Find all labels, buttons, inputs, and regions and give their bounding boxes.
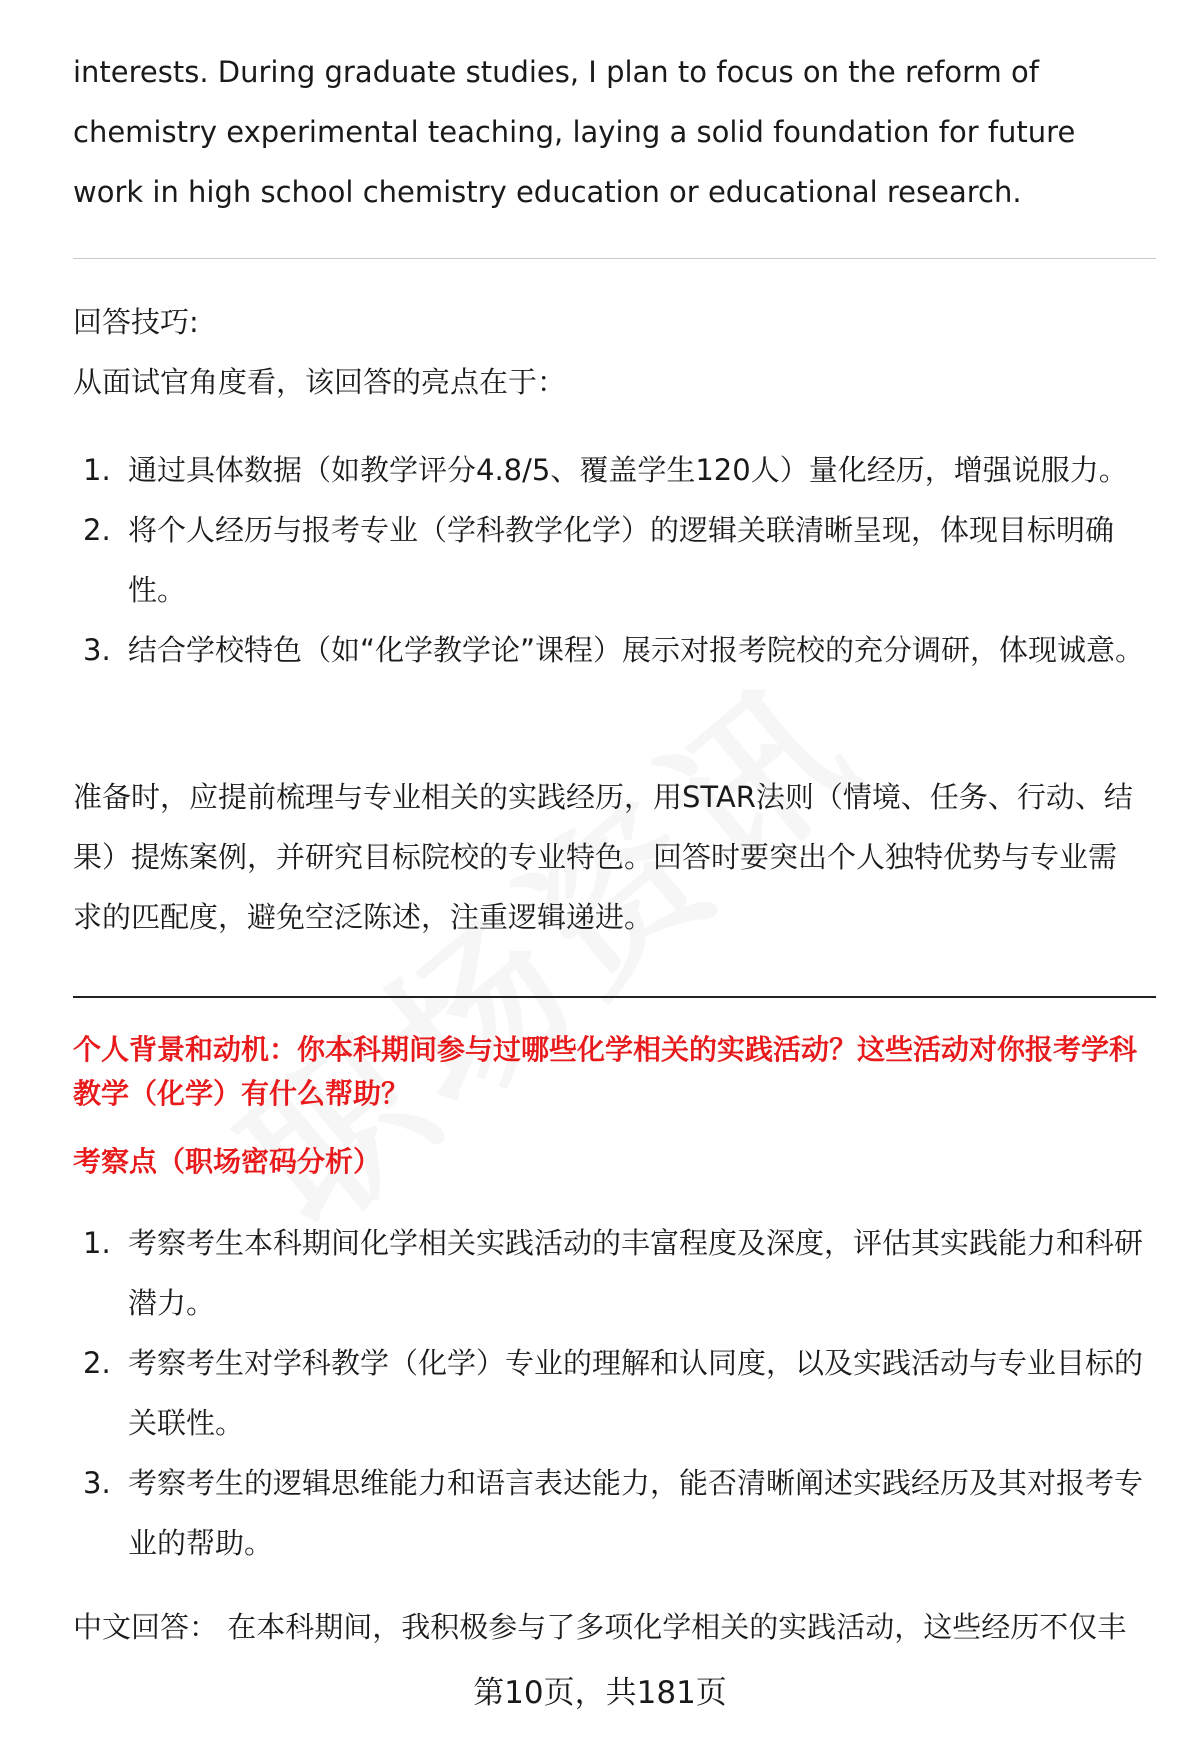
list-number: 3.: [83, 1466, 111, 1500]
list-text: 考察考生本科期间化学相关实践活动的丰富程度及深度，评估其实践能力和科研潜力。: [128, 1226, 1144, 1320]
list-number: 3.: [83, 633, 111, 667]
answer-start: 中文回答： 在本科期间，我积极参与了多项化学相关的实践活动，这些经历不仅丰: [73, 1610, 1127, 1644]
list-text: 考察考生的逻辑思维能力和语言表达能力，能否清晰阐述实践经历及其对报考专业的帮助。: [128, 1466, 1144, 1560]
tips-label: 回答技巧:: [73, 305, 199, 339]
list-item: [73, 1213, 1156, 1333]
list-number: 1.: [83, 453, 111, 487]
question-title: 个人背景和动机：你本科期间参与过哪些化学相关的实践活动？这些活动对你报考学科教学（化学）有什么帮助？: [73, 1033, 1138, 1110]
list-item: [73, 440, 1156, 500]
list-item: [73, 500, 1156, 620]
list-item: [73, 620, 1156, 680]
tips-list: [73, 440, 1156, 680]
list-text: 结合学校特色（如“化学教学论”课程）展示对报考院校的充分调研，体现诚意。: [128, 633, 1145, 667]
page-number: 第10页，共181页: [473, 1675, 727, 1711]
focus-label: 考察点（职场密码分析）: [73, 1145, 382, 1178]
list-item: [73, 1333, 1156, 1453]
list-number: 1.: [83, 1226, 111, 1260]
tips-advice: 准备时，应提前梳理与专业相关的实践经历，用STAR法则（情境、任务、行动、结果）提炼案例，并研究目标院校的专业特色。回答时要突出个人独特优势与专业需求的匹配度，避免空泛陈述，注重逻辑递进。: [73, 780, 1133, 934]
tips-intro: 从面试官角度看，该回答的亮点在于：: [73, 365, 567, 399]
answer-continuation: interests. During graduate studies, I plan to focus on the reform of chemistry experimental teaching, laying a solid foundation for future work in high school chemistry education or educational research.: [73, 55, 1076, 209]
focus-list: [73, 1213, 1156, 1573]
list-number: 2.: [83, 513, 111, 547]
list-text: 考察考生对学科教学（化学）专业的理解和认同度，以及实践活动与专业目标的关联性。: [128, 1346, 1144, 1440]
section-divider: [73, 258, 1156, 259]
question-divider: [73, 996, 1156, 998]
list-text: 将个人经历与报考专业（学科教学化学）的逻辑关联清晰呈现，体现目标明确性。: [128, 513, 1115, 607]
list-item: [73, 1453, 1156, 1573]
list-text: 通过具体数据（如教学评分4.8/5、覆盖学生120人）量化经历，增强说服力。: [128, 453, 1128, 487]
list-number: 2.: [83, 1346, 111, 1380]
